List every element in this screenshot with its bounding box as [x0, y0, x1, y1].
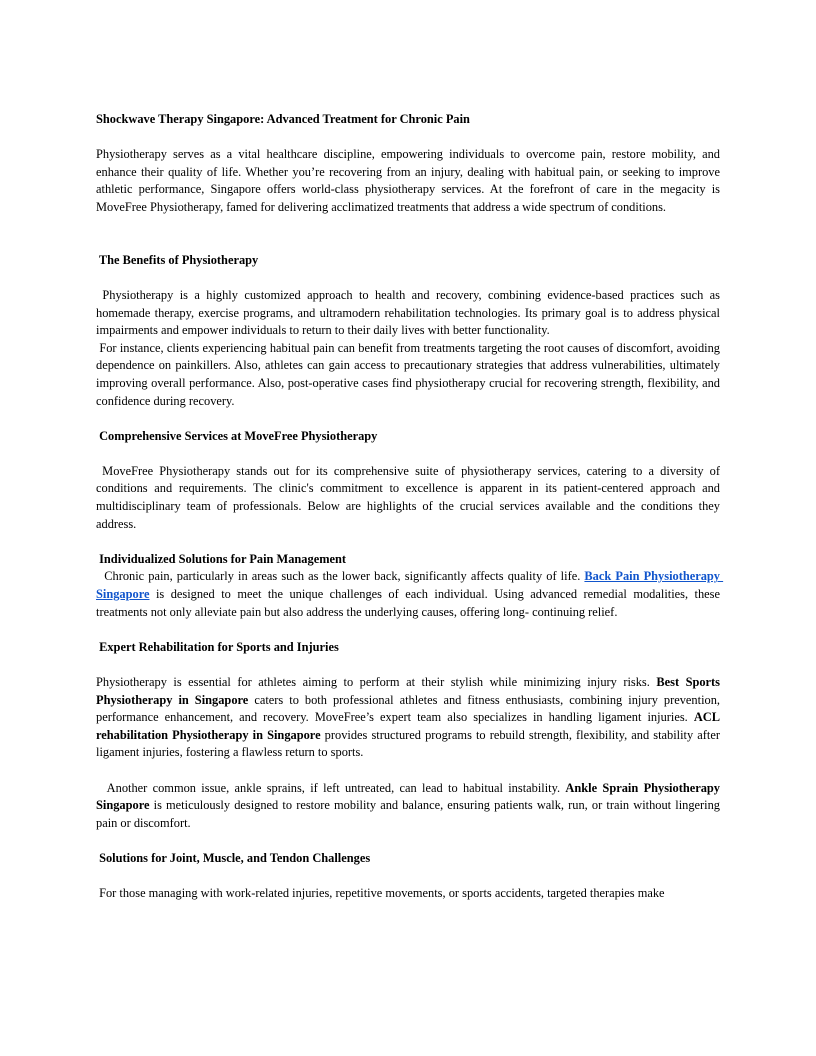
ankle-text-a: Another common issue, ankle sprains, if left untreated, can lead to habitual instability. — [96, 780, 566, 795]
sports-text-d: provides structured programs to rebuild strength, flexibility, and stability after ligament injuries, fostering a flawless return to sports. — [96, 727, 720, 760]
heading-benefits: The Benefits of Physiotherapy — [96, 252, 259, 267]
benefits-paragraph-1: Physiotherapy is a highly customized approach to health and recovery, combining evidence-based practices such as homemade therapy, exercise programs, and ultramodern rehabilitation technologies. Its primary goal is to address physical impairments and empower individuals to return to their daily lives with better functionality. — [96, 287, 724, 338]
back-pain-physiotherapy-link[interactable]: Back Pain Physiotherapy Singapore — [96, 569, 724, 602]
heading-pain-management: Individualized Solutions for Pain Management — [96, 551, 347, 566]
document-page — [96, 111, 724, 903]
document-title: Shockwave Therapy Singapore: Advanced Treatment for Chronic Pain — [96, 112, 470, 126]
sports-text-a: Physiotherapy is essential for athletes aiming to perform at their stylish while minimizing injury risks. — [96, 675, 657, 689]
benefits-paragraph-2: For instance, clients experiencing habitual pain can benefit from treatments targeting the root causes of discomfort, avoiding dependence on painkillers. Also, athletes can gain access to precautionary strategies that address vulnerabilities, ultimately improving overall performance. Also, post-operative cases find physiotherapy crucial for recovering strength, flexibility, and confidence during recovery. — [96, 340, 724, 408]
sports-bold-best-sports: Best Sports Physiotherapy in Singapore — [96, 675, 720, 707]
pain-text-before: Chronic pain, particularly in areas such as the lower back, significantly affects quality of life. — [96, 569, 585, 584]
pain-text-after: is designed to meet the unique challenges of each individual. Using advanced remedial modalities, these treatments not only alleviate pain but also address the underlying causes, offering long- continuing relief. — [96, 587, 724, 619]
ankle-bold: Ankle Sprain Physiotherapy Singapore — [96, 780, 724, 813]
sports-paragraph-2 — [96, 780, 724, 833]
heading-services: Comprehensive Services at MoveFree Physiotherapy — [96, 428, 378, 443]
sports-bold-acl: ACL rehabilitation Physiotherapy in Singapore — [96, 710, 720, 742]
joint-paragraph: For those managing with work-related injuries, repetitive movements, or sports accidents, targeted therapies make — [96, 886, 665, 901]
services-paragraph: MoveFree Physiotherapy stands out for its comprehensive suite of physiotherapy services, catering to a diversity of conditions and requirements. The clinic's commitment to excellence is apparent in its patient-centered approach and multidisciplinary team of professionals. Below are highlights of the crucial services available and the conditions they address. — [96, 463, 724, 531]
pain-paragraph — [96, 568, 724, 621]
intro-paragraph: Physiotherapy serves as a vital healthcare discipline, empowering individuals to overcome pain, restore mobility, and enhance their quality of life. Whether you’re recovering from an injury, dealing with habitual pain, or seeking to improve athletic performance, Singapore offers world-class physiotherapy services. At the forefront of care in the megacity is MoveFree Physiotherapy, famed for delivering acclimatized treatments that address a wide spectrum of conditions. — [96, 147, 720, 214]
sports-paragraph-1 — [96, 674, 720, 762]
heading-sports-rehabilitation: Expert Rehabilitation for Sports and Injuries — [96, 639, 339, 654]
heading-joint-muscle-tendon: Solutions for Joint, Muscle, and Tendon Challenges — [96, 850, 371, 865]
ankle-text-c: is meticulously designed to restore mobility and balance, ensuring patients walk, run, or train without lingering pain or discomfort. — [96, 798, 724, 830]
sports-text-c: caters to both professional athletes and fitness enthusiasts, combining injury prevention, performance enhancement, and recovery. MoveFree’s expert team also specializes in handling ligament injuries. — [96, 692, 721, 725]
